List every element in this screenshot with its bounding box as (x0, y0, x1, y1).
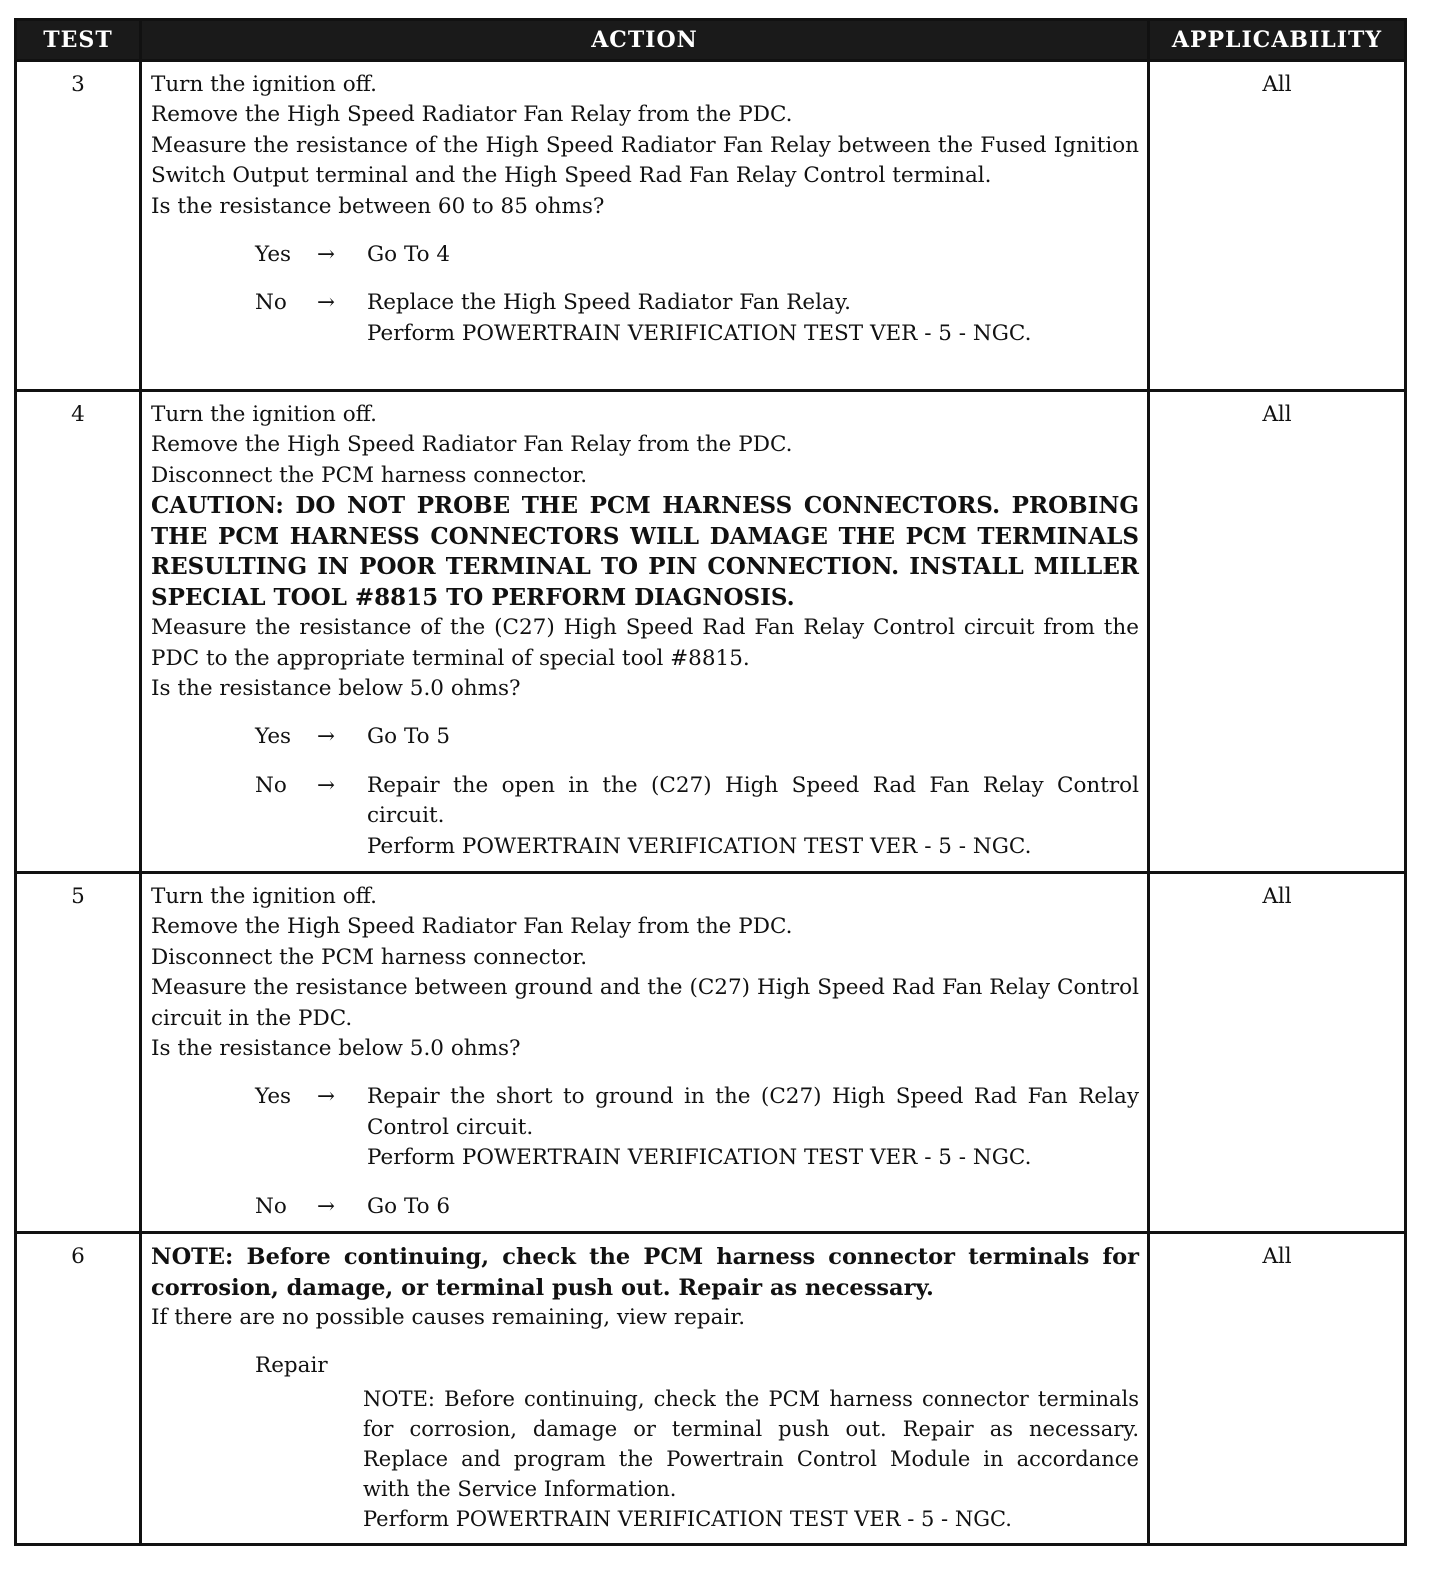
verification-line: Perform POWERTRAIN VERIFICATION TEST VER - 5 - NGC. (367, 320, 1032, 346)
action-question: Is the resistance below 5.0 ohms? (151, 676, 521, 702)
yes-result-line: Repair the short to ground in the (C27) High Speed Rad Fan Relay Control circuit. (367, 1084, 1139, 1140)
test-number: 3 (16, 61, 141, 391)
applicability: All (1149, 873, 1406, 1233)
yes-branch (255, 240, 1139, 270)
yes-label: Yes (255, 724, 292, 750)
test-number: 6 (16, 1233, 141, 1545)
repair-text (363, 1384, 1139, 1534)
no-result-line: Repair the open in the (C27) High Speed Rad Fan Relay Control circuit. (367, 772, 1139, 829)
no-branch (255, 288, 1139, 349)
diagnostic-test-sheet (14, 18, 1404, 1546)
arrow-icon: → (317, 242, 336, 268)
verification-line: Perform POWERTRAIN VERIFICATION TEST VER - 5 - NGC. (363, 1506, 1012, 1531)
no-label: No (255, 772, 287, 798)
applicability: All (1149, 1233, 1406, 1545)
no-result (367, 771, 1139, 862)
action-step: Remove the High Speed Radiator Fan Relay from the PDC. (151, 914, 793, 940)
no-result-line: Replace the High Speed Radiator Fan Relay. (367, 290, 851, 316)
arrow-icon: → (317, 290, 336, 316)
no-result (367, 288, 1139, 349)
header-applicability: APPLICABILITY (1149, 20, 1406, 61)
table-row (16, 1233, 1406, 1545)
action-step: Turn the ignition off. (151, 402, 377, 427)
action-cell (141, 1233, 1149, 1545)
action-step: Measure the resistance of the High Speed Radiator Fan Relay between the Fused Ignition Switch Output terminal and the High Speed Rad Fan Relay Control terminal. (151, 132, 1139, 189)
table-row (16, 873, 1406, 1233)
action-step: Remove the High Speed Radiator Fan Relay from the PDC. (151, 102, 793, 128)
header-test: TEST (16, 20, 141, 61)
no-branch (255, 1192, 1139, 1222)
no-label: No (255, 1193, 287, 1219)
action-step: Disconnect the PCM harness connector. (151, 462, 588, 488)
action-step: Measure the resistance of the (C27) High Speed Rad Fan Relay Control circuit from the PDC to the appropriate terminal of special tool #8815. (151, 615, 1139, 671)
action-step: If there are no possible causes remaining, view repair. (151, 1305, 746, 1330)
yes-label: Yes (255, 242, 292, 268)
repair-note: NOTE: Before continuing, check the PCM harness connector terminals for corrosion, damage or terminal push out. Repair as necessary. Replace and program the Powertrain Control Module in accordance with the Service Information. (363, 1386, 1139, 1501)
action-step: Remove the High Speed Radiator Fan Relay from the PDC. (151, 432, 793, 458)
test-number: 5 (16, 873, 141, 1233)
yes-branch (255, 722, 1139, 752)
repair-label: Repair (255, 1353, 328, 1379)
verification-line: Perform POWERTRAIN VERIFICATION TEST VER - 5 - NGC. (367, 1145, 1032, 1171)
test-number: 4 (16, 391, 141, 873)
header-action: ACTION (141, 20, 1149, 61)
arrow-icon: → (317, 1084, 336, 1110)
diagnostic-table (14, 18, 1407, 1546)
arrow-icon: → (317, 772, 336, 798)
action-cell (141, 873, 1149, 1233)
note-text: NOTE: Before continuing, check the PCM harness connector terminals for corrosion, damage, or terminal push out. Repair as necessary. (151, 1244, 1139, 1301)
verification-line: Perform POWERTRAIN VERIFICATION TEST VER - 5 - NGC. (367, 833, 1032, 859)
action-cell (141, 391, 1149, 873)
action-step: Measure the resistance between ground and the (C27) High Speed Rad Fan Relay Control circuit in the PDC. (151, 975, 1139, 1031)
yes-result (367, 1082, 1139, 1173)
arrow-icon: → (317, 724, 336, 750)
yes-label: Yes (255, 1084, 292, 1110)
yes-result: Go To 5 (367, 724, 451, 750)
no-branch (255, 771, 1139, 862)
action-step: Turn the ignition off. (151, 884, 377, 909)
yes-branch (255, 1082, 1139, 1173)
action-step: Turn the ignition off. (151, 72, 377, 97)
table-row (16, 61, 1406, 391)
yes-result: Go To 4 (367, 242, 451, 268)
table-header-row (16, 20, 1406, 61)
arrow-icon: → (317, 1193, 336, 1219)
caution-text: CAUTION: DO NOT PROBE THE PCM HARNESS CONNECTORS. PROBING THE PCM HARNESS CONNECTORS WILL DAMAGE THE PCM TERMINALS RESULTING IN POOR TERMINAL TO PIN CONNECTION. INSTALL MILLER SPECIAL TOOL #8815 TO PERFORM DIAGNOSIS. (151, 492, 1139, 611)
applicability: All (1149, 61, 1406, 391)
no-label: No (255, 290, 287, 316)
action-question: Is the resistance between 60 to 85 ohms? (151, 193, 605, 219)
action-question: Is the resistance below 5.0 ohms? (151, 1036, 521, 1062)
no-result: Go To 6 (367, 1193, 451, 1219)
action-cell (141, 61, 1149, 391)
table-row (16, 391, 1406, 873)
applicability: All (1149, 391, 1406, 873)
action-step: Disconnect the PCM harness connector. (151, 944, 588, 970)
